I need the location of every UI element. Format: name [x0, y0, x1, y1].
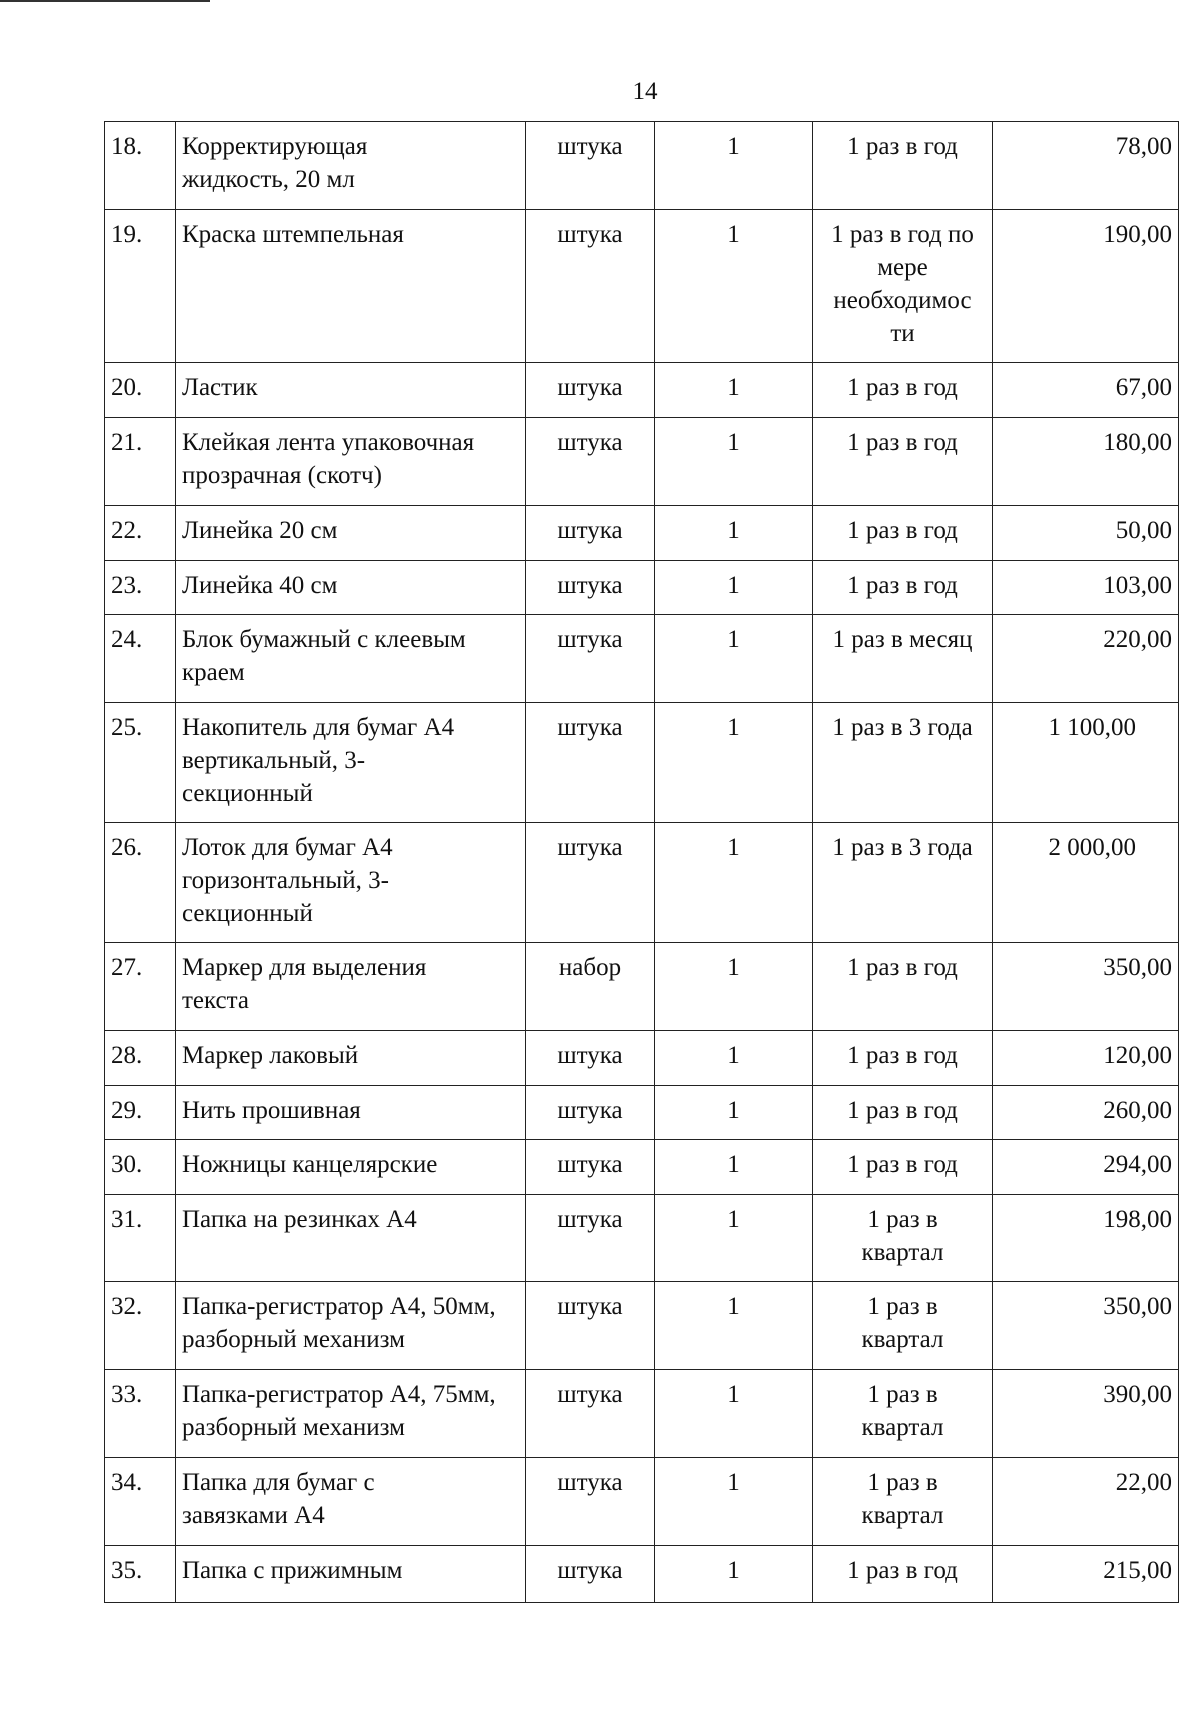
table-row [105, 1086, 1179, 1140]
item-price: 215,00 [993, 1546, 1179, 1603]
item-unit: штука [526, 1546, 655, 1603]
item-price: 50,00 [993, 506, 1179, 561]
table-row [105, 615, 1179, 703]
table-row [105, 823, 1179, 943]
item-name: Линейка 20 см [176, 506, 526, 561]
row-number: 25. [105, 703, 176, 823]
item-unit: штука [526, 1140, 655, 1195]
item-price: 67,00 [993, 363, 1179, 418]
item-frequency: 1 раз в квартал [813, 1282, 993, 1370]
item-name: Линейка 40 см [176, 561, 526, 615]
item-unit: штука [526, 823, 655, 943]
table-row [105, 210, 1179, 363]
item-frequency: 1 раз в год [813, 943, 993, 1031]
table-row [105, 363, 1179, 418]
table-row [105, 418, 1179, 506]
item-unit: штука [526, 1370, 655, 1458]
item-frequency: 1 раз в квартал [813, 1195, 993, 1282]
table-row [105, 1546, 1179, 1603]
item-quantity: 1 [655, 615, 813, 703]
table-row [105, 561, 1179, 615]
item-frequency: 1 раз в год [813, 363, 993, 418]
item-name: Блок бумажный с клеевым краем [176, 615, 526, 703]
item-price: 294,00 [993, 1140, 1179, 1195]
item-name: Маркер для выделения текста [176, 943, 526, 1031]
item-quantity: 1 [655, 1195, 813, 1282]
item-unit: штука [526, 561, 655, 615]
item-frequency: 1 раз в месяц [813, 615, 993, 703]
item-quantity: 1 [655, 1031, 813, 1086]
item-unit: штука [526, 1195, 655, 1282]
item-price: 350,00 [993, 943, 1179, 1031]
row-number: 24. [105, 615, 176, 703]
item-price: 78,00 [993, 122, 1179, 210]
item-frequency: 1 раз в год [813, 122, 993, 210]
item-quantity: 1 [655, 363, 813, 418]
table-row [105, 1370, 1179, 1458]
item-frequency: 1 раз в год [813, 1086, 993, 1140]
table-row [105, 1031, 1179, 1086]
item-quantity: 1 [655, 1370, 813, 1458]
item-name: Маркер лаковый [176, 1031, 526, 1086]
item-frequency: 1 раз в квартал [813, 1458, 993, 1546]
row-number: 27. [105, 943, 176, 1031]
item-quantity: 1 [655, 418, 813, 506]
item-price: 350,00 [993, 1282, 1179, 1370]
item-name: Папка для бумаг с завязками А4 [176, 1458, 526, 1546]
top-edge-line [0, 0, 210, 2]
row-number: 31. [105, 1195, 176, 1282]
item-frequency: 1 раз в год [813, 1140, 993, 1195]
item-frequency: 1 раз в 3 года [813, 703, 993, 823]
item-unit: штука [526, 703, 655, 823]
row-number: 23. [105, 561, 176, 615]
row-number: 35. [105, 1546, 176, 1603]
item-frequency: 1 раз в год [813, 1031, 993, 1086]
item-quantity: 1 [655, 703, 813, 823]
item-price: 220,00 [993, 615, 1179, 703]
item-quantity: 1 [655, 1282, 813, 1370]
item-price: 390,00 [993, 1370, 1179, 1458]
item-frequency: 1 раз в год [813, 561, 993, 615]
item-frequency: 1 раз в год [813, 506, 993, 561]
item-unit: штука [526, 506, 655, 561]
row-number: 33. [105, 1370, 176, 1458]
item-price: 2 000,00 [993, 823, 1179, 943]
item-price: 180,00 [993, 418, 1179, 506]
item-name: Краска штемпельная [176, 210, 526, 363]
item-quantity: 1 [655, 122, 813, 210]
item-price: 198,00 [993, 1195, 1179, 1282]
row-number: 18. [105, 122, 176, 210]
item-price: 120,00 [993, 1031, 1179, 1086]
item-name: Папка на резинках А4 [176, 1195, 526, 1282]
row-number: 19. [105, 210, 176, 363]
table-row [105, 703, 1179, 823]
item-frequency: 1 раз в год по мере необходимос ти [813, 210, 993, 363]
item-name: Ластик [176, 363, 526, 418]
supplies-table [104, 121, 1179, 1603]
item-price: 103,00 [993, 561, 1179, 615]
table-row [105, 943, 1179, 1031]
row-number: 20. [105, 363, 176, 418]
item-unit: штука [526, 418, 655, 506]
item-name: Нить прошивная [176, 1086, 526, 1140]
item-name: Лоток для бумаг А4 горизонтальный, 3-секционный [176, 823, 526, 943]
item-price: 190,00 [993, 210, 1179, 363]
table-row [105, 1195, 1179, 1282]
item-price: 22,00 [993, 1458, 1179, 1546]
item-quantity: 1 [655, 823, 813, 943]
table-row [105, 506, 1179, 561]
item-quantity: 1 [655, 210, 813, 363]
item-frequency: 1 раз в год [813, 418, 993, 506]
item-unit: штука [526, 363, 655, 418]
item-name: Папка-регистратор А4, 50мм, разборный механизм [176, 1282, 526, 1370]
item-unit: штука [526, 1031, 655, 1086]
row-number: 32. [105, 1282, 176, 1370]
item-price: 260,00 [993, 1086, 1179, 1140]
item-unit: набор [526, 943, 655, 1031]
item-unit: штука [526, 210, 655, 363]
item-name: Корректирующая жидкость, 20 мл [176, 122, 526, 210]
item-name: Папка-регистратор А4, 75мм, разборный механизм [176, 1370, 526, 1458]
item-unit: штука [526, 1086, 655, 1140]
page-number: 14 [632, 78, 658, 105]
item-unit: штука [526, 615, 655, 703]
item-name: Клейкая лента упаковочная прозрачная (скотч) [176, 418, 526, 506]
table-row [105, 1458, 1179, 1546]
item-name: Папка с прижимным [176, 1546, 526, 1603]
table-row [105, 1140, 1179, 1195]
supplies-table-body [105, 122, 1179, 1603]
item-frequency: 1 раз в 3 года [813, 823, 993, 943]
item-quantity: 1 [655, 1546, 813, 1603]
item-frequency: 1 раз в год [813, 1546, 993, 1603]
item-quantity: 1 [655, 943, 813, 1031]
row-number: 21. [105, 418, 176, 506]
item-price: 1 100,00 [993, 703, 1179, 823]
item-unit: штука [526, 1458, 655, 1546]
item-unit: штука [526, 122, 655, 210]
item-quantity: 1 [655, 561, 813, 615]
item-quantity: 1 [655, 1140, 813, 1195]
row-number: 28. [105, 1031, 176, 1086]
item-quantity: 1 [655, 1458, 813, 1546]
item-quantity: 1 [655, 1086, 813, 1140]
table-row [105, 1282, 1179, 1370]
item-quantity: 1 [655, 506, 813, 561]
row-number: 34. [105, 1458, 176, 1546]
table-row [105, 122, 1179, 210]
row-number: 22. [105, 506, 176, 561]
item-name: Ножницы канцелярские [176, 1140, 526, 1195]
item-frequency: 1 раз в квартал [813, 1370, 993, 1458]
row-number: 26. [105, 823, 176, 943]
item-unit: штука [526, 1282, 655, 1370]
row-number: 30. [105, 1140, 176, 1195]
row-number: 29. [105, 1086, 176, 1140]
item-name: Накопитель для бумаг А4 вертикальный, 3-секционный [176, 703, 526, 823]
